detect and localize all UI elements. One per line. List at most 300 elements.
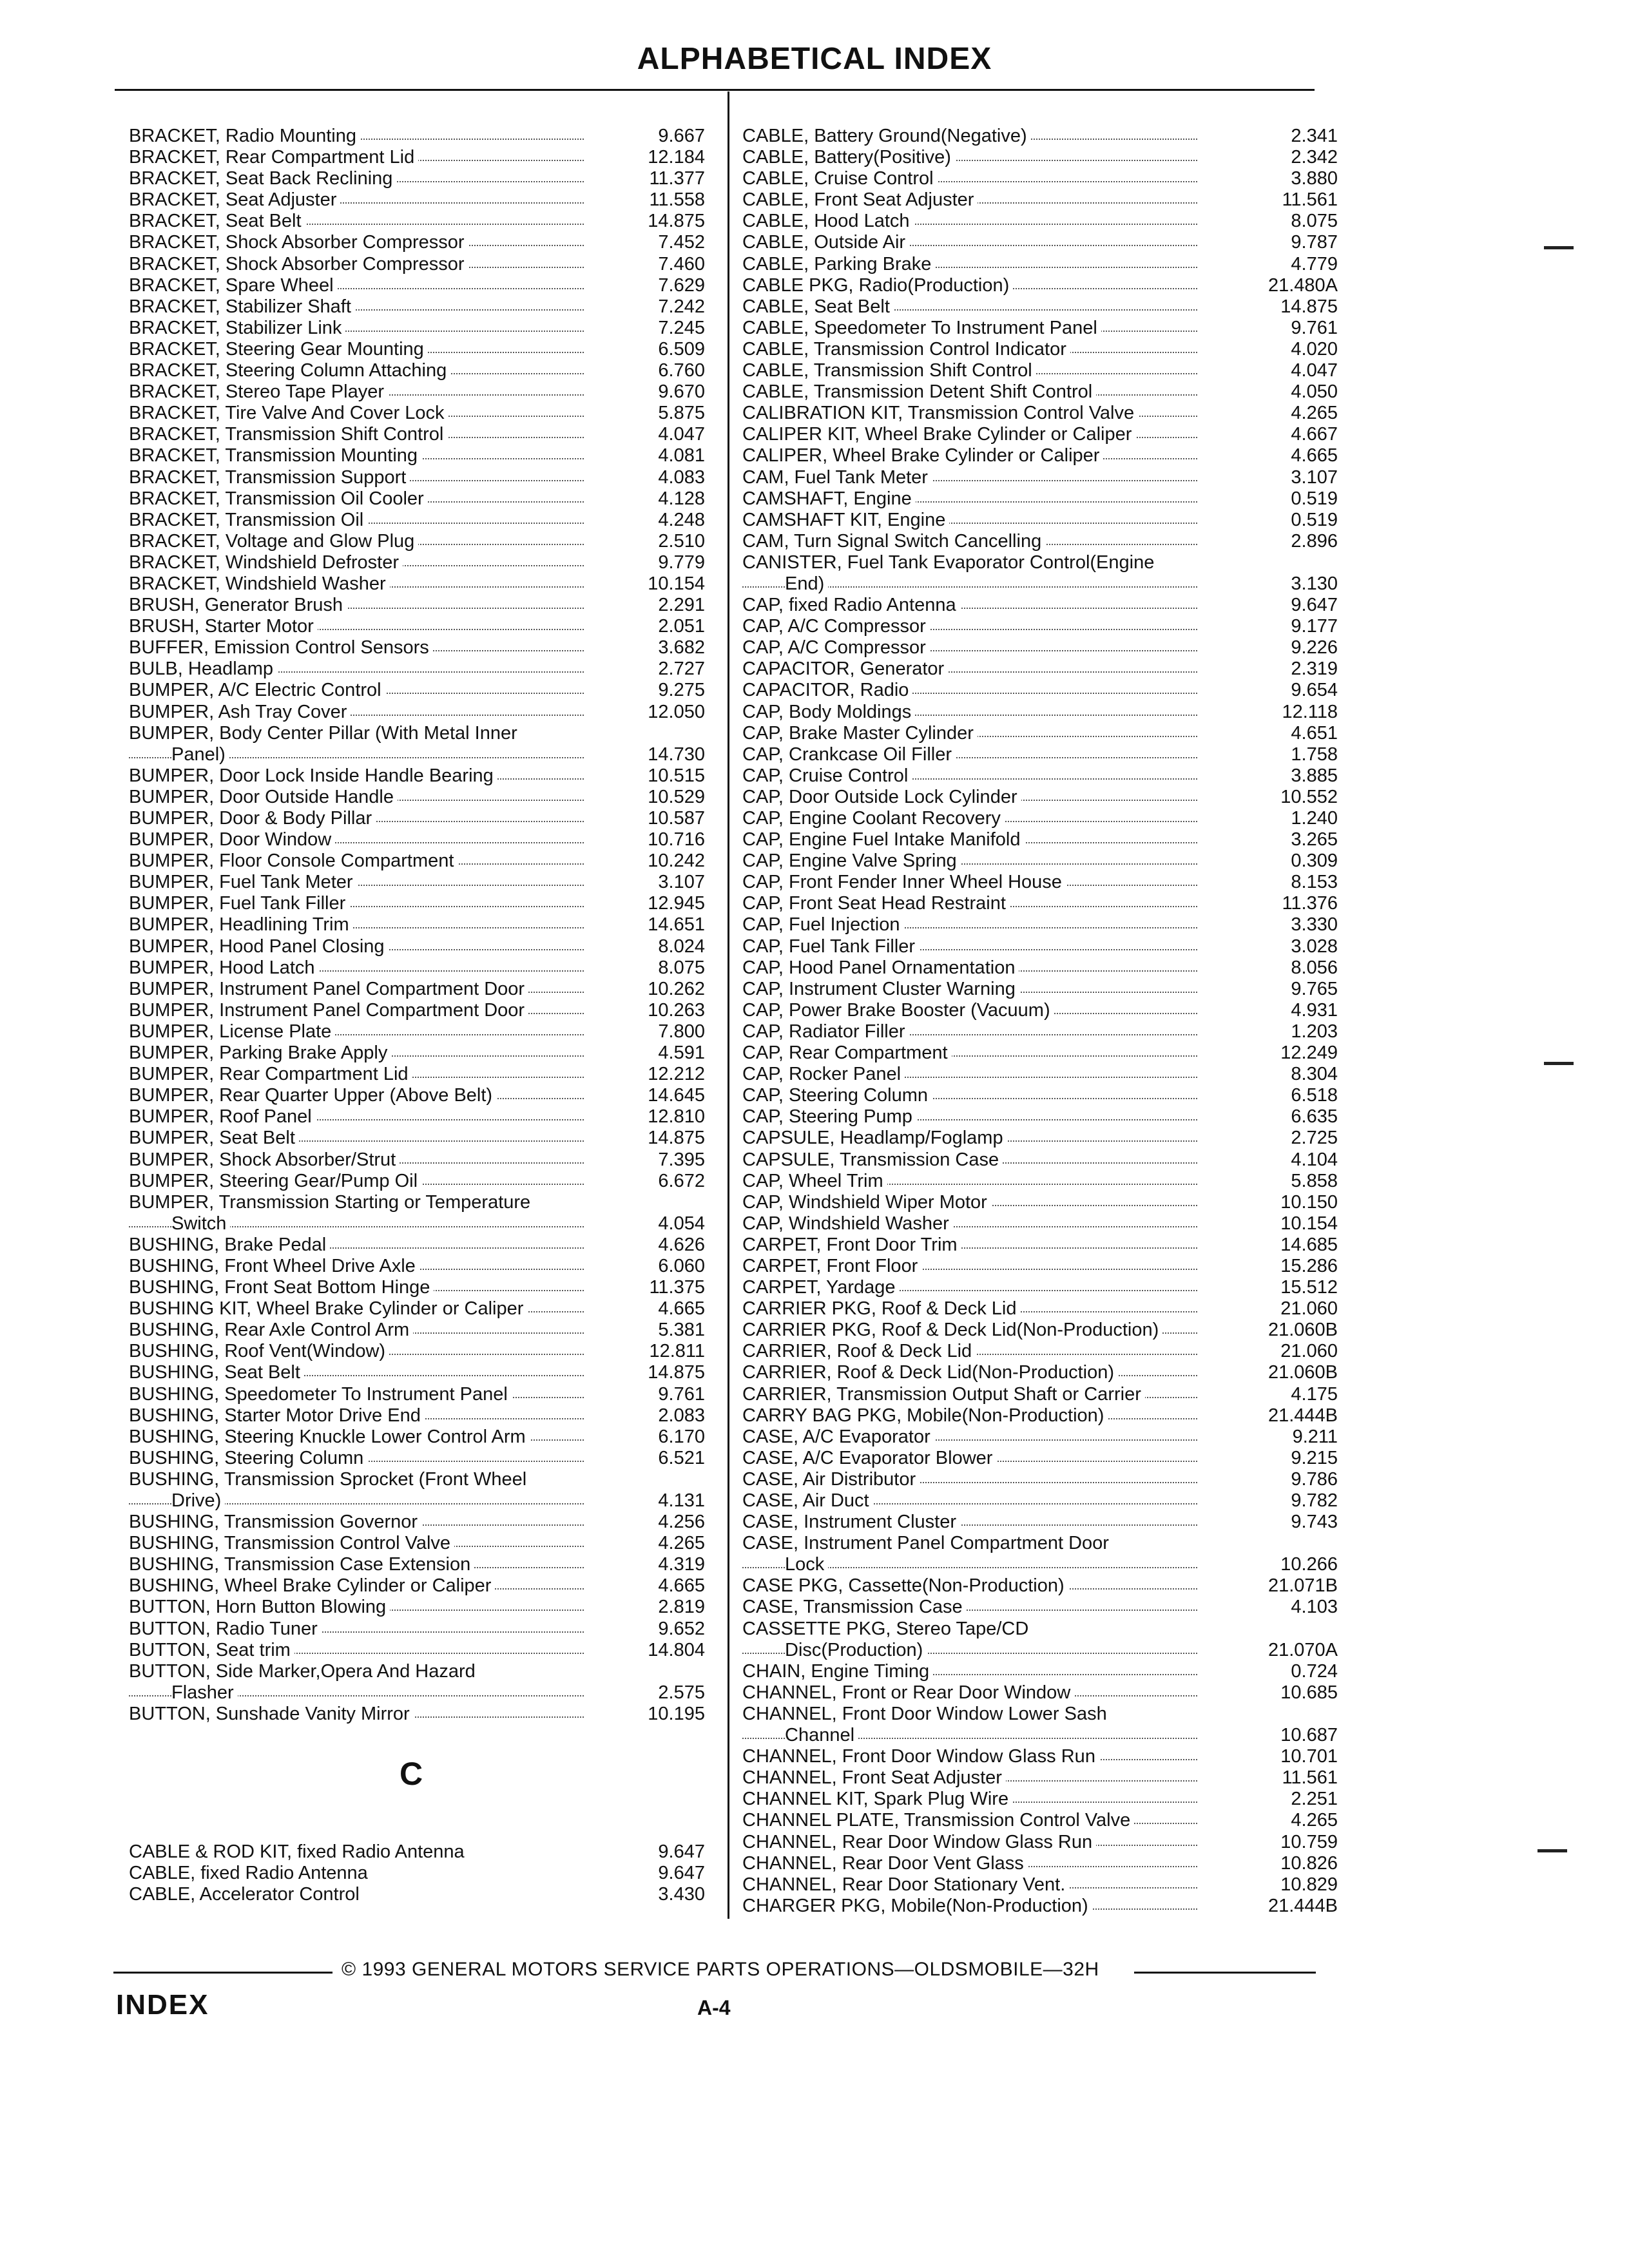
index-entry	[742, 573, 1338, 595]
index-entry	[742, 637, 1338, 658]
entry-text: CARPET, Yardage	[742, 1277, 900, 1298]
entry-text: BRACKET, Voltage and Glow Plug	[129, 531, 418, 552]
entry-text: CABLE PKG, Radio(Production)	[742, 275, 1013, 296]
index-entry	[129, 403, 705, 424]
index-entry	[129, 1427, 705, 1448]
entry-page-ref: 5.858	[1291, 1170, 1338, 1191]
index-entry	[742, 1341, 1338, 1362]
index-entry	[129, 1469, 705, 1490]
index-entry	[129, 1575, 705, 1597]
entry-page-ref: 10.242	[648, 850, 705, 872]
index-entry	[129, 1128, 705, 1149]
index-entry	[129, 658, 705, 680]
entry-text: BRUSH, Generator Brush	[129, 595, 347, 616]
entry-text: Lock	[785, 1554, 828, 1575]
entry-text: CANISTER, Fuel Tank Evaporator Control(Engine	[742, 552, 1158, 573]
entry-text: BRACKET, Transmission Oil	[129, 510, 367, 531]
entry-page-ref: 7.242	[658, 296, 705, 317]
index-entry	[742, 445, 1338, 466]
entry-text: BUMPER, Ash Tray Cover	[129, 702, 351, 723]
entry-page-ref: 14.645	[648, 1085, 705, 1106]
index-entry	[129, 850, 705, 872]
entry-text: CHANNEL, Front Door Window Lower Sash	[742, 1704, 1111, 1725]
entry-page-ref: 0.724	[1291, 1660, 1338, 1682]
entry-text: CASE, A/C Evaporator	[742, 1427, 934, 1448]
footer-section-label: INDEX	[116, 1989, 209, 2021]
index-entry	[742, 1767, 1338, 1789]
entry-page-ref: 10.701	[1280, 1746, 1338, 1767]
entry-page-ref: 10.515	[648, 765, 705, 786]
entry-text: BUMPER, Rear Quarter Upper (Above Belt)	[129, 1085, 496, 1106]
entry-page-ref: 10.687	[1280, 1725, 1338, 1746]
entry-page-ref: 7.800	[658, 1021, 705, 1042]
entry-page-ref: 12.118	[1282, 701, 1338, 722]
index-entry	[129, 829, 705, 850]
entry-text: CHANNEL, Rear Door Window Glass Run	[742, 1832, 1096, 1853]
index-entry	[129, 360, 705, 381]
entry-page-ref: 8.024	[658, 936, 705, 957]
entry-text: CAP, Windshield Washer	[742, 1213, 953, 1235]
index-entry	[742, 1106, 1338, 1128]
entry-page-ref: 4.931	[1291, 999, 1338, 1021]
left-index-column	[129, 126, 705, 1725]
entry-text: BRACKET, Transmission Mounting	[129, 445, 421, 466]
index-entry	[129, 318, 705, 339]
index-entry	[129, 381, 705, 403]
entry-text: End)	[785, 573, 828, 595]
entry-page-ref: 6.635	[1291, 1106, 1338, 1128]
index-entry	[129, 339, 705, 360]
entry-text: BRACKET, Seat Belt	[129, 211, 305, 232]
index-entry	[129, 1619, 705, 1640]
index-entry	[129, 808, 705, 829]
index-entry	[742, 616, 1338, 637]
entry-page-ref: 4.248	[658, 509, 705, 530]
entry-text: CARPET, Front Floor	[742, 1256, 921, 1277]
entry-page-ref: 2.575	[658, 1682, 705, 1703]
entry-text: BUSHING, Transmission Case Extension	[129, 1554, 474, 1575]
entry-text: BRACKET, Shock Absorber Compressor	[129, 254, 468, 275]
entry-page-ref: 2.727	[658, 658, 705, 680]
entry-text: Disc(Production)	[785, 1640, 927, 1661]
entry-text: CAP, fixed Radio Antenna	[742, 595, 960, 616]
entry-page-ref: 1.203	[1291, 1021, 1338, 1042]
entry-text: CAP, Steering Pump	[742, 1106, 916, 1128]
index-entry	[742, 339, 1338, 360]
index-entry	[742, 1298, 1338, 1320]
entry-page-ref: 21.060	[1280, 1298, 1338, 1320]
entry-text: BRACKET, Steering Column Attaching	[129, 360, 450, 381]
entry-text: CABLE, Front Seat Adjuster	[742, 189, 978, 211]
page-title: ALPHABETICAL INDEX	[637, 42, 992, 76]
index-entry	[742, 1427, 1338, 1448]
entry-page-ref: 10.150	[1280, 1191, 1338, 1213]
index-entry	[129, 1320, 705, 1341]
entry-page-ref: 4.047	[1291, 360, 1338, 381]
entry-text: CARPET, Front Door Trim	[742, 1235, 961, 1256]
entry-page-ref: 10.266	[1280, 1554, 1338, 1575]
entry-text: BRUSH, Starter Motor	[129, 616, 318, 637]
entry-page-ref: 4.665	[658, 1575, 705, 1597]
entry-text: BRACKET, Tire Valve And Cover Lock	[129, 403, 448, 424]
entry-text: CAP, Crankcase Oil Filler	[742, 744, 956, 765]
entry-page-ref: 4.626	[658, 1234, 705, 1255]
entry-text: BUSHING, Transmission Sprocket (Front Wheel	[129, 1469, 530, 1490]
entry-text: BUTTON, Seat trim	[129, 1640, 294, 1661]
entry-text: CARRY BAG PKG, Mobile(Non-Production)	[742, 1405, 1108, 1427]
entry-text: CHANNEL PLATE, Transmission Control Valve	[742, 1810, 1134, 1831]
index-entry	[129, 1171, 705, 1192]
entry-page-ref: 2.051	[658, 616, 705, 637]
index-entry	[742, 168, 1338, 189]
index-entry	[742, 765, 1338, 787]
entry-text: BRACKET, Seat Back Reclining	[129, 168, 396, 189]
index-entry	[742, 126, 1338, 147]
entry-page-ref: 3.130	[1291, 573, 1338, 594]
entry-page-ref: 9.786	[1291, 1468, 1338, 1490]
entry-page-ref: 10.262	[648, 978, 705, 999]
entry-page-ref: 2.341	[1291, 126, 1338, 146]
entry-text: CABLE, Accelerator Control	[129, 1884, 363, 1905]
footer-rule-right	[1134, 1972, 1316, 1974]
index-entry	[129, 1213, 705, 1235]
entry-page-ref: 2.251	[1291, 1789, 1338, 1810]
entry-page-ref: 11.375	[649, 1277, 705, 1298]
entry-text: CAPSULE, Transmission Case	[742, 1149, 1003, 1171]
index-entry	[742, 1043, 1338, 1064]
entry-text: BUMPER, Instrument Panel Compartment Door	[129, 979, 528, 1000]
index-entry	[742, 744, 1338, 765]
entry-text: CHANNEL, Rear Door Stationary Vent.	[742, 1874, 1069, 1896]
entry-text: BUMPER, Door Window	[129, 829, 335, 850]
index-entry	[742, 403, 1338, 424]
entry-page-ref: 3.107	[1291, 466, 1338, 488]
index-entry	[129, 1384, 705, 1405]
entry-text: BUTTON, Side Marker,Opera And Hazard	[129, 1661, 479, 1682]
index-entry	[742, 957, 1338, 979]
index-entry	[129, 1597, 705, 1618]
index-entry	[742, 189, 1338, 211]
entry-page-ref: 10.154	[648, 573, 705, 594]
entry-page-ref: 2.725	[1291, 1128, 1338, 1149]
index-entry	[129, 1298, 705, 1320]
entry-text: CABLE & ROD KIT, fixed Radio Antenna	[129, 1841, 468, 1863]
entry-page-ref: 21.060B	[1268, 1320, 1338, 1341]
index-entry	[129, 1661, 705, 1682]
entry-text: BUSHING, Seat Belt	[129, 1362, 304, 1383]
entry-text: BUSHING, Front Wheel Drive Axle	[129, 1256, 419, 1277]
entry-text: BUMPER, Shock Absorber/Strut	[129, 1149, 400, 1171]
entry-page-ref: 3.330	[1291, 914, 1338, 936]
entry-text: BUSHING, Speedometer To Instrument Panel	[129, 1384, 512, 1405]
entry-text: CARRIER, Transmission Output Shaft or Carrier	[742, 1384, 1145, 1405]
index-entry	[742, 1384, 1338, 1405]
index-entry	[742, 1448, 1338, 1469]
entry-text: CARRIER, Roof & Deck Lid(Non-Production)	[742, 1362, 1118, 1383]
index-entry	[742, 424, 1338, 445]
index-entry	[129, 765, 705, 787]
entry-text: CAM, Fuel Tank Meter	[742, 467, 932, 488]
index-entry	[129, 445, 705, 466]
entry-page-ref: 1.758	[1291, 744, 1338, 765]
entry-page-ref: 9.761	[658, 1383, 705, 1405]
entry-text: CAPSULE, Headlamp/Foglamp	[742, 1128, 1007, 1149]
entry-page-ref: 14.875	[1280, 296, 1338, 317]
entry-page-ref: 4.020	[1291, 338, 1338, 360]
entry-page-ref: 12.212	[648, 1064, 705, 1085]
entry-page-ref: 9.670	[658, 381, 705, 403]
entry-page-ref: 12.050	[648, 701, 705, 722]
entry-page-ref: 6.518	[1291, 1085, 1338, 1106]
index-entry	[742, 595, 1338, 616]
entry-text: BUSHING, Front Seat Bottom Hinge	[129, 1277, 434, 1298]
entry-text: CAP, Engine Fuel Intake Manifold	[742, 829, 1025, 850]
entry-text: BUSHING, Transmission Control Valve	[129, 1533, 454, 1554]
index-entry	[742, 1896, 1338, 1917]
index-entry	[742, 1405, 1338, 1427]
entry-text: CABLE, Hood Latch	[742, 211, 914, 232]
entry-text: CAP, Cruise Control	[742, 765, 912, 787]
index-entry	[129, 296, 705, 318]
entry-page-ref: 9.177	[1291, 616, 1338, 637]
entry-text: BUSHING, Brake Pedal	[129, 1235, 330, 1256]
entry-page-ref: 21.444B	[1268, 1405, 1338, 1426]
index-entry	[742, 1810, 1338, 1831]
index-entry	[129, 126, 705, 147]
entry-text: BRACKET, Transmission Oil Cooler	[129, 488, 428, 510]
entry-page-ref: 4.104	[1291, 1149, 1338, 1170]
entry-text: CASE, Air Duct	[742, 1490, 873, 1512]
entry-page-ref: 9.275	[658, 680, 705, 701]
entry-text: BRACKET, Transmission Shift Control	[129, 424, 447, 445]
index-entry	[129, 1277, 705, 1298]
column-divider	[728, 91, 729, 1919]
index-entry	[129, 1021, 705, 1043]
index-entry	[742, 467, 1338, 488]
index-entry	[129, 1064, 705, 1085]
index-entry	[742, 531, 1338, 552]
margin-mark	[1544, 246, 1574, 249]
index-entry	[129, 1640, 705, 1661]
entry-text: CAP, Engine Valve Spring	[742, 850, 961, 872]
entry-page-ref: 9.215	[1291, 1447, 1338, 1468]
entry-page-ref: 4.667	[1291, 424, 1338, 445]
entry-text: BUSHING, Roof Vent(Window)	[129, 1341, 389, 1362]
index-entry	[129, 1106, 705, 1128]
entry-text: Panel)	[171, 744, 229, 765]
index-entry	[129, 573, 705, 595]
index-entry	[129, 787, 705, 808]
entry-page-ref: 7.452	[658, 232, 705, 253]
entry-text: BUSHING KIT, Wheel Brake Cylinder or Caliper	[129, 1298, 527, 1320]
index-entry	[742, 658, 1338, 680]
entry-text: CAP, Brake Master Cylinder	[742, 723, 978, 744]
entry-text: CABLE, Seat Belt	[742, 296, 894, 318]
index-entry	[742, 1853, 1338, 1874]
index-entry	[129, 510, 705, 531]
entry-text: CABLE, fixed Radio Antenna	[129, 1863, 372, 1884]
entry-text: BUMPER, Door Lock Inside Handle Bearing	[129, 765, 497, 787]
index-entry	[742, 1554, 1338, 1575]
entry-text: CASE PKG, Cassette(Non-Production)	[742, 1575, 1068, 1597]
index-entry	[129, 1256, 705, 1277]
entry-page-ref: 2.510	[658, 530, 705, 552]
entry-text: CHANNEL, Front or Rear Door Window	[742, 1682, 1074, 1704]
index-entry	[742, 510, 1338, 531]
entry-page-ref: 9.779	[658, 552, 705, 573]
entry-text: CARRIER, Roof & Deck Lid	[742, 1341, 976, 1362]
index-entry	[129, 147, 705, 168]
index-entry	[129, 467, 705, 488]
entry-page-ref: 10.529	[648, 786, 705, 807]
entry-page-ref: 2.083	[658, 1405, 705, 1426]
index-entry	[742, 1874, 1338, 1896]
index-entry	[742, 1832, 1338, 1853]
entry-text: CABLE, Battery(Positive)	[742, 147, 955, 168]
entry-text: CABLE, Parking Brake	[742, 254, 935, 275]
entry-page-ref: 3.107	[658, 872, 705, 893]
entry-text: CAP, Power Brake Booster (Vacuum)	[742, 1000, 1054, 1021]
entry-text: CAP, Fuel Tank Filler	[742, 936, 919, 957]
index-entry	[742, 936, 1338, 957]
entry-page-ref: 14.875	[648, 211, 705, 232]
index-entry	[129, 1704, 705, 1725]
entry-text: BRACKET, Seat Adjuster	[129, 189, 340, 211]
index-entry	[129, 168, 705, 189]
entry-page-ref: 9.667	[658, 126, 705, 146]
entry-page-ref: 2.291	[658, 595, 705, 616]
entry-text: CHANNEL, Front Door Window Glass Run	[742, 1746, 1099, 1767]
footer-copyright: © 1993 GENERAL MOTORS SERVICE PARTS OPERATIONS—OLDSMOBILE—32H	[342, 1959, 1099, 1980]
section-letter-heading: C	[400, 1756, 423, 1792]
index-entry	[742, 1320, 1338, 1341]
entry-text: BUMPER, Floor Console Compartment	[129, 850, 458, 872]
entry-text: BUMPER, Transmission Starting or Temperature	[129, 1192, 534, 1213]
entry-text: CHANNEL, Rear Door Vent Glass	[742, 1853, 1028, 1874]
index-entry	[742, 1171, 1338, 1192]
entry-page-ref: 14.875	[648, 1128, 705, 1149]
entry-page-ref: 1.240	[1291, 808, 1338, 829]
entry-page-ref: 10.829	[1280, 1874, 1338, 1895]
entry-page-ref: 2.342	[1291, 147, 1338, 168]
entry-text: BUTTON, Sunshade Vanity Mirror	[129, 1704, 414, 1725]
entry-page-ref: 9.647	[658, 1841, 705, 1862]
entry-page-ref: 6.170	[658, 1426, 705, 1447]
entry-text: BUMPER, Roof Panel	[129, 1106, 316, 1128]
index-entry	[742, 1064, 1338, 1085]
entry-page-ref: 4.665	[1291, 445, 1338, 466]
index-entry	[129, 957, 705, 979]
entry-text: CALIBRATION KIT, Transmission Control Valve	[742, 403, 1138, 424]
entry-page-ref: 6.060	[658, 1255, 705, 1276]
entry-page-ref: 9.211	[1292, 1426, 1338, 1447]
entry-page-ref: 5.875	[658, 403, 705, 424]
entry-text: BRACKET, Radio Mounting	[129, 126, 360, 147]
index-entry	[129, 1043, 705, 1064]
entry-page-ref: 11.561	[1282, 1767, 1338, 1789]
index-entry	[742, 1128, 1338, 1149]
index-entry	[742, 1362, 1338, 1383]
entry-text: CABLE, Speedometer To Instrument Panel	[742, 318, 1101, 339]
index-entry	[742, 1490, 1338, 1512]
entry-page-ref: 3.028	[1291, 936, 1338, 957]
entry-text: BUMPER, Headlining Trim	[129, 914, 353, 936]
entry-page-ref: 11.377	[649, 168, 705, 189]
index-entry	[742, 1149, 1338, 1171]
index-entry	[129, 531, 705, 552]
index-entry	[742, 787, 1338, 808]
entry-page-ref: 9.226	[1291, 637, 1338, 658]
entry-page-ref: 9.654	[1291, 680, 1338, 701]
entry-page-ref: 0.519	[1291, 488, 1338, 509]
entry-text: CASSETTE PKG, Stereo Tape/CD	[742, 1619, 1032, 1640]
index-entry	[742, 1682, 1338, 1704]
entry-page-ref: 4.651	[1291, 722, 1338, 744]
entry-text: CAP, Radiator Filler	[742, 1021, 909, 1043]
entry-page-ref: 7.629	[658, 274, 705, 296]
entry-text: BRACKET, Stabilizer Shaft	[129, 296, 355, 318]
index-entry	[742, 1213, 1338, 1235]
entry-page-ref: 11.558	[649, 189, 705, 211]
entry-text: CAP, A/C Compressor	[742, 637, 930, 658]
index-entry	[742, 1789, 1338, 1810]
entry-text: BUSHING, Starter Motor Drive End	[129, 1405, 425, 1427]
entry-page-ref: 21.060	[1280, 1341, 1338, 1362]
index-entry	[742, 1533, 1338, 1554]
index-entry	[129, 275, 705, 296]
entry-page-ref: 8.075	[1291, 211, 1338, 232]
entry-text: BUSHING, Steering Knuckle Lower Control Arm	[129, 1427, 530, 1448]
index-entry	[129, 1341, 705, 1362]
entry-page-ref: 4.319	[658, 1554, 705, 1575]
entry-page-ref: 8.075	[658, 957, 705, 978]
entry-text: CASE, Transmission Case	[742, 1597, 967, 1618]
margin-mark	[1537, 1849, 1567, 1852]
index-entry	[129, 232, 705, 253]
entry-page-ref: 2.896	[1291, 530, 1338, 552]
entry-text: CAP, Rear Compartment	[742, 1043, 952, 1064]
entry-page-ref: 11.376	[1282, 893, 1338, 914]
entry-page-ref: 6.509	[658, 338, 705, 360]
entry-text: CAP, Steering Column	[742, 1085, 932, 1106]
entry-page-ref: 8.304	[1291, 1064, 1338, 1085]
entry-page-ref: 7.245	[658, 317, 705, 338]
entry-text: BRACKET, Windshield Defroster	[129, 552, 403, 573]
entry-page-ref: 0.519	[1291, 509, 1338, 530]
entry-text: CARRIER PKG, Roof & Deck Lid	[742, 1298, 1020, 1320]
entry-text: BUMPER, Seat Belt	[129, 1128, 299, 1149]
index-entry	[742, 872, 1338, 893]
entry-page-ref: 14.875	[648, 1362, 705, 1383]
entry-text: BUSHING, Transmission Governor	[129, 1512, 421, 1533]
index-entry	[742, 893, 1338, 914]
index-entry	[742, 702, 1338, 723]
entry-text: Channel	[785, 1725, 858, 1746]
entry-page-ref: 10.154	[1280, 1213, 1338, 1234]
index-entry	[129, 680, 705, 701]
entry-text: CALIPER, Wheel Brake Cylinder or Caliper	[742, 445, 1103, 466]
index-entry	[129, 1682, 705, 1704]
entry-text: CAP, Instrument Cluster Warning	[742, 979, 1019, 1000]
entry-text: CABLE, Transmission Detent Shift Control	[742, 381, 1096, 403]
entry-text: BUMPER, Fuel Tank Meter	[129, 872, 357, 893]
entry-text: CAMSHAFT KIT, Engine	[742, 510, 949, 531]
entry-page-ref: 0.309	[1291, 850, 1338, 872]
entry-page-ref: 4.779	[1291, 253, 1338, 274]
entry-page-ref: 7.395	[658, 1149, 705, 1170]
entry-text: CABLE, Outside Air	[742, 232, 909, 253]
entry-text: CASE, Instrument Cluster	[742, 1512, 960, 1533]
